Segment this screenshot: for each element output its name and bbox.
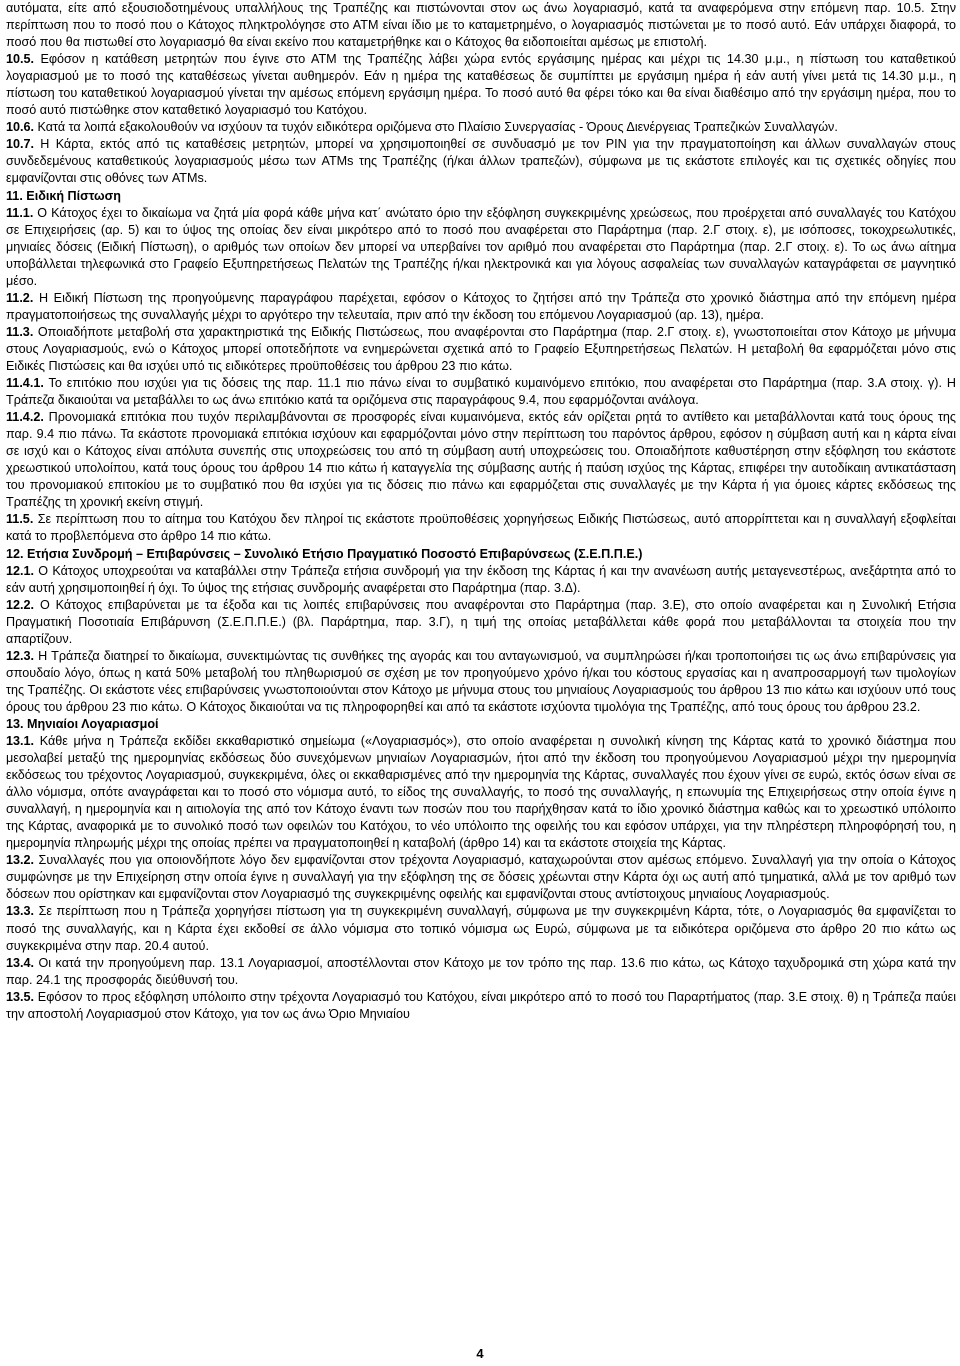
paragraph-number: 10.5. [6, 52, 35, 67]
paragraph [6, 290, 956, 324]
paragraph-number: 13.3. [6, 904, 35, 919]
section-heading [6, 188, 956, 205]
paragraph [6, 375, 956, 409]
paragraph-text: Οποιαδήποτε μεταβολή στα χαρακτηριστικά της Ειδικής Πιστώσεως, που αναφέρονται στο Παράρτημα (παρ. 2.Γ στοιχ. ε), γνωστοποιείται στον Κάτοχο με μήνυμα στους Λογαριασμούς, ενώ ο Κάτοχος μπορεί οποτεδήποτε να ενημερώνεται σχετικά από το Γραφείο Εξυπηρετήσεως Πελατών. Η μεταβολή θα εφαρμόζεται μόνο στις Ειδικές Πιστώσεις και θα ισχύει υπό τις ειδικότερες προϋποθέσεις του άρθρου 23 πιο κάτω. [6, 324, 956, 373]
paragraph-text: Η Κάρτα, εκτός από τις καταθέσεις μετρητών, μπορεί να χρησιμοποιηθεί σε συνδυασμό με τον PIN για την πραγματοποίηση και άλλων συναλλαγών στους συνδεδεμένους καταθετικούς λογαριασμούς μέσω των ATMs της Τραπέζης (ή/και άλλων τραπεζών), σύμφωνα με τις εκάστοτε επιλογές και τις σχετικές οδηγίες που εμφανίζονται στις οθόνες των ATMs. [6, 137, 956, 186]
paragraph [6, 0, 956, 51]
paragraph-text: Η Τράπεζα διατηρεί το δικαίωμα, συνεκτιμώντας τις συνθήκες της αγοράς και του ανταγωνισμού, να συμπληρώσει ή/και τροποποιήσει τις ως άνω επιβαρύνσεις για σπουδαίο λόγο, όπως η κατά 50% μεταβολή του πληθωρισμού σε σχέση με τον προηγούμενο χρόνο ή/και του κόστους εργασίας και η αναπροσαρμογή των τιμολογίων της Τραπέζης. Οι εκάστοτε νέες επιβαρύνσεις γνωστοποιούνται στον Κάτοχο με μήνυμα στους του μηνιαίους Λογαριασμούς του άρθρου 13 πιο κάτω και ισχύουν υπό τους όρους του άρθρου 23 πιο κάτω. Ο Κάτοχος δικαιούται να τις πληροφορηθεί και από τα εκάστοτε ισχύοντα τιμολόγια της Τραπέζης, από τους όρους του άρθρου 23.2. [6, 648, 956, 714]
paragraph [6, 733, 956, 852]
paragraph-text: Η Ειδική Πίστωση της προηγούμενης παραγράφου παρέχεται, εφόσον ο Κάτοχος το ζητήσει από την Τράπεζα στο χρονικό διάστημα από την επόμενη ημέρα πραγματοποιήσεως της συναλλαγής μέχρι το αργότερο την τελευταία, πριν από την έκδοση του επόμενου Λογαριασμού (αρ. 13), ημέρα. [6, 290, 956, 322]
paragraph-number: 10.7. [6, 137, 35, 152]
paragraph-text: Το επιτόκιο που ισχύει για τις δόσεις της παρ. 11.1 πιο πάνω είναι το συμβατικό κυμαινόμενο επιτόκιο, που αναφέρεται στο Παράρτημα (παρ. 3.Α στοιχ. γ). Η Τράπεζα δικαιούται να μεταβάλλει το ως άνω επιτόκιο κατά τα οριζόμενα στις παραγράφους 9.4, που εφαρμόζονται ανάλογα. [6, 376, 956, 408]
paragraph-number: 13.2. [6, 853, 35, 868]
paragraph-text: Συναλλαγές που για οποιονδήποτε λόγο δεν εμφανίζονται στον τρέχοντα Λογαριασμό, καταχωρούνται στον αμέσως επόμενο. Συναλλαγή για την οποία ο Κάτοχος συμφώνησε με την Επιχείρηση στην οποία έγινε η συναλλαγή για την εξόφληση της σε δόσεις χρέωνται στην Κάρτα όχι ως αυτή από τμηματικά, αλλά με τον αριθμό των δόσεων που ορίστηκαν και εμφανίζονται στον Λογαριασμό της συγκεκριμένης οφειλής και εμφανίζονται στους αντίστοιχους μηνιαίους Λογαριασμούς. [6, 853, 956, 902]
paragraph [6, 324, 956, 375]
paragraph [6, 989, 956, 1023]
paragraph [6, 563, 956, 597]
paragraph [6, 51, 956, 119]
page-number: 4 [476, 1346, 484, 1361]
paragraph [6, 511, 956, 545]
paragraph-text: Ο Κάτοχος υποχρεούται να καταβάλλει στην Τράπεζα ετήσια συνδρομή για την έκδοση της Κάρτας ή και την ανανέωση αυτής μεταγενεστέρως, ανεξάρτητα από το εάν αυτή χρησιμοποιηθεί ή όχι. Το ύψος της ετήσιας συνδρομής αναφέρεται στο Παράρτημα (παρ. 3.Δ). [6, 563, 956, 595]
paragraph-text: Ο Κάτοχος έχει το δικαίωμα να ζητά μία φορά κάθε μήνα κατ΄ ανώτατο όριο την εξόφληση συγκεκριμένης χρεώσεως, που προέρχεται από συναλλαγές του Κατόχου σε Επιχειρήσεις (αρ. 5) και το ύψος της οποίας δεν είναι μικρότερο από το ποσό που αναφέρεται στο Παράρτημα (παρ. 2.Γ στοιχ. ε), με ισόποσες, τοκοχρεωλυτικές, μηνιαίες δόσεις (Ειδική Πίστωση), ο αριθμός των οποίων δεν μπορεί να υπερβαίνει τον αριθμό που αναφέρεται στο Παράρτημα (παρ. 2.Γ στοιχ. ε). Το ως άνω αίτημα υποβάλλεται τηλεφωνικά στο Γραφείο Εξυπηρετήσεως Πελατών της Τραπέζης ή/και ηλεκτρονικά και για λόγους ασφαλείας των συναλλαγών καταγράφεται σε μαγνητικό μέσο. [6, 205, 956, 288]
paragraph-text: Κατά τα λοιπά εξακολουθούν να ισχύουν τα τυχόν ειδικότερα οριζόμενα στο Πλαίσιο Συνεργασίας - Όρους Διενέργειας Τραπεζικών Συναλλαγών. [34, 120, 838, 135]
paragraph [6, 903, 956, 954]
paragraph-number: 10.6. [6, 120, 35, 135]
paragraph-text: Εφόσον η κατάθεση μετρητών που έγινε στο ΑΤΜ της Τραπέζης λάβει χώρα εντός εργάσιμης ημέρας και μέχρι τις 14.30 μ.μ., η πίστωση του καταθετικού λογαριασμού με το ποσό της καταθέσεως γίνεται αυθημερόν. Εάν η ημέρα της καταθέσεως δε συμπίπτει με εργάσιμη ημέρα ή εάν αυτή γίνει μετά τις 14.30 μ.μ., η πίστωση του καταθετικού λογαριασμού γίνεται την αμέσως επόμενη εργάσιμη ημέρα. Το ποσό αυτό θα φέρει τόκο και θα είναι διαθέσιμο από την εργάσιμη ημέρα, που το ποσό αυτό πιστώθηκε στον καταθετικό λογαριασμό του Κατόχου. [6, 52, 956, 118]
paragraph-number: 11.2. [6, 290, 34, 305]
paragraph [6, 648, 956, 716]
paragraph [6, 409, 956, 511]
document-body [6, 0, 956, 1023]
paragraph-number: 13.4. [6, 955, 35, 970]
paragraph-text: Σε περίπτωση που το αίτημα του Κατόχου δεν πληροί τις εκάστοτε προϋποθέσεις χορηγήσεως Ειδικής Πιστώσεως, αυτό απορρίπτεται και η συναλλαγή εξοφλείται κατά το προβλεπόμενα στο άρθρο 14 πιο κάτω. [6, 512, 956, 544]
section-heading [6, 546, 956, 563]
paragraph [6, 852, 956, 903]
paragraph-number: 11.3. [6, 324, 34, 339]
paragraph [6, 955, 956, 989]
paragraph-text: αυτόματα, είτε από εξουσιοδοτημένους υπαλλήλους της Τραπέζης και πιστώνονται στον ως άνω λογαριασμό, κατά τα αναφερόμενα στην επόμενη παρ. 10.5. Στην περίπτωση που το ποσό που ο Κάτοχος πληκτρολόγησε στο ΑΤΜ είναι ίδιο με το καταμετρημένο, ο λογαριασμός πιστώνεται με το ποσό αυτό. Εάν υπάρχει διαφορά, το ποσό που θα πιστωθεί στο λογαριασμό θα είναι εκείνο που καταμετρήθηκε και ο Κάτοχος θα ειδοποιείται αμέσως με επιστολή. [6, 1, 956, 50]
section-heading-text: 12. Ετήσια Συνδρομή – Επιβαρύνσεις – Συνολικό Ετήσιο Πραγματικό Ποσοστό Επιβαρύνσεως (Σ.Ε.Π.Π.Ε.) [6, 546, 643, 561]
paragraph-number: 13.5. [6, 989, 35, 1004]
paragraph [6, 205, 956, 290]
paragraph [6, 119, 956, 136]
paragraph-text: Κάθε μήνα η Τράπεζα εκδίδει εκκαθαριστικό σημείωμα («Λογαριασμός»), στο οποίο αναφέρεται η συνολική κίνηση της Κάρτας κατά το χρονικό διάστημα που μεσολαβεί μεταξύ της ημερομηνίας εκδόσεως δύο συνεχόμενων μηνιαίων Λογαριασμών, ήτοι από την έκδοση του προηγούμενου Λογαριασμού μέχρι την ημερομηνία εκδόσεως του τρέχοντος Λογαριασμού, συγκεκριμένα, όλες οι εκκαθαρισμένες από την ημερομηνία της Κάρτας, συναλλαγές που έχουν γίνει σε ευρώ, εκτός όσων είναι σε άλλο νόμισμα, οπότε αναγράφεται και το ποσό στο νόμισμα αυτό, το είδος της συναλλαγής, το ποσό της συναλλαγής, η επωνυμία της Επιχειρήσεως στην οποία έγινε η συναλλαγή, η ημερομηνία και η αιτιολογία της από τον Κάτοχο έναντι των ποσών που του παρήχθησαν κατά το ίδιο χρονικό διάστημα καθώς και το χρεωστικό υπόλοιπο της Κάρτας, αναφορικά με το συνολικό ποσό των οφειλών του Κατόχου, το νέο υπόλοιπο της οφειλής του και εφόσον υπάρχει, για την πληρέστερη πληροφόρησή του, η ημερομηνία πληρωμής μέχρι της οποίας πρέπει να πραγματοποιηθεί η καταβολή (άρθρο 14) και τα εκάστοτε στοιχεία της Κάρτας. [6, 734, 956, 851]
paragraph-number: 12.3. [6, 648, 35, 663]
paragraph-number: 11.5. [6, 512, 34, 527]
paragraph-text: Ο Κάτοχος επιβαρύνεται με τα έξοδα και τις λοιπές επιβαρύνσεις που αναφέρονται στο Παράρτημα (παρ. 3.Ε), στο οποίο αναφέρεται και η Συνολική Ετήσια Πραγματική Ποσοτιαία Επιβάρυνση (Σ.Ε.Π.Π.Ε.) (βλ. Παράρτημα, παρ. 3.Γ), η τιμή της οποίας μεταβάλλεται κάθε φορά που μεταβάλλονται τα στοιχεία που την απαρτίζουν. [6, 597, 956, 646]
section-heading [6, 716, 956, 733]
paragraph-number: 12.2. [6, 597, 35, 612]
paragraph-number: 11.4.2. [6, 410, 44, 425]
paragraph-text: Εφόσον το προς εξόφληση υπόλοιπο στην τρέχοντα Λογαριασμό του Κατόχου, είναι μικρότερο από το ποσό του Παραρτήματος (παρ. 3.Ε στοιχ. θ) η Τράπεζα παύει την αποστολή Λογαριασμού στον Κάτοχο, για τον ως άνω Όριο Μηνιαίου [6, 989, 956, 1021]
paragraph-number: 11.1. [6, 205, 34, 220]
paragraph-text: Οι κατά την προηγούμενη παρ. 13.1 Λογαριασμοί, αποστέλλονται στον Κάτοχο με τον τρόπο της παρ. 13.6 πιο κάτω, ως Κάτοχο ταχυδρομικά στη χώρα κατά την παρ. 24.1 της προσφοράς διεύθυνσή του. [6, 955, 956, 987]
paragraph-text: Προνομιακά επιτόκια που τυχόν περιλαμβάνονται σε προσφορές είναι κυμαινόμενα, εκτός εάν ορίζεται ρητά το αντίθετο και μεταβάλλονται κατά τους όρους της παρ. 9.4 πιο πάνω. Τα εκάστοτε προνομιακά επιτόκια ισχύουν και εφαρμόζονται μόνο στην περίπτωση του παρόντος άρθρου, εφόσον η σύμβαση αυτή και η κάρτα είναι σε ισχύ και ο Κάτοχος είναι απόλυτα συνεπής στις υποχρεώσεις του από τη σύμβαση αυτή υποχρεώσεις του. Οποιαδήποτε καθυστέρηση στην εξόφληση του εκάστοτε χρεωστικού υπολοίπου, κατά τους όρους του άρθρου 14 πιο κάτω ή καταγγελία της σύμβασης αυτής ή παύση ισχύος της Κάρτας, επιφέρει την αυτοδίκαιη αντικατάσταση του προνομιακού επιτοκίου με το συμβατικό που θα ισχύει για τις δόσεις πιο πάνω και εφαρμόζεται στις συναλλαγές με την Κάρτα ή για όμοιες κάρτες εκδόσεως της Τραπέζης τη χρονική εκείνη στιγμή. [6, 410, 956, 510]
paragraph-number: 11.4.1. [6, 376, 44, 391]
paragraph-number: 12.1. [6, 563, 35, 578]
paragraph [6, 597, 956, 648]
paragraph-number: 13.1. [6, 734, 35, 749]
paragraph-text: Σε περίπτωση που η Τράπεζα χορηγήσει πίστωση για τη συγκεκριμένη συναλλαγή, σύμφωνα με την συγκεκριμένη Κάρτα, τότε, ο Λογαριασμός θα εμφανίζεται το ποσό της συναλλαγής, και η Κάρτα έχει εκδοθεί σε άλλο νόμισμα στο τοπικό νόμισμα ως Ευρώ, σύμφωνα με τα ειδικότερα οριζόμενα στο άρθρο 20 πιο κάτω ως συγκεκριμένα στην παρ. 20.4 αυτού. [6, 904, 956, 953]
section-heading-text: 11. Ειδική Πίστωση [6, 188, 121, 203]
section-heading-text: 13. Μηνιαίοι Λογαριασμοί [6, 716, 159, 731]
paragraph [6, 136, 956, 187]
